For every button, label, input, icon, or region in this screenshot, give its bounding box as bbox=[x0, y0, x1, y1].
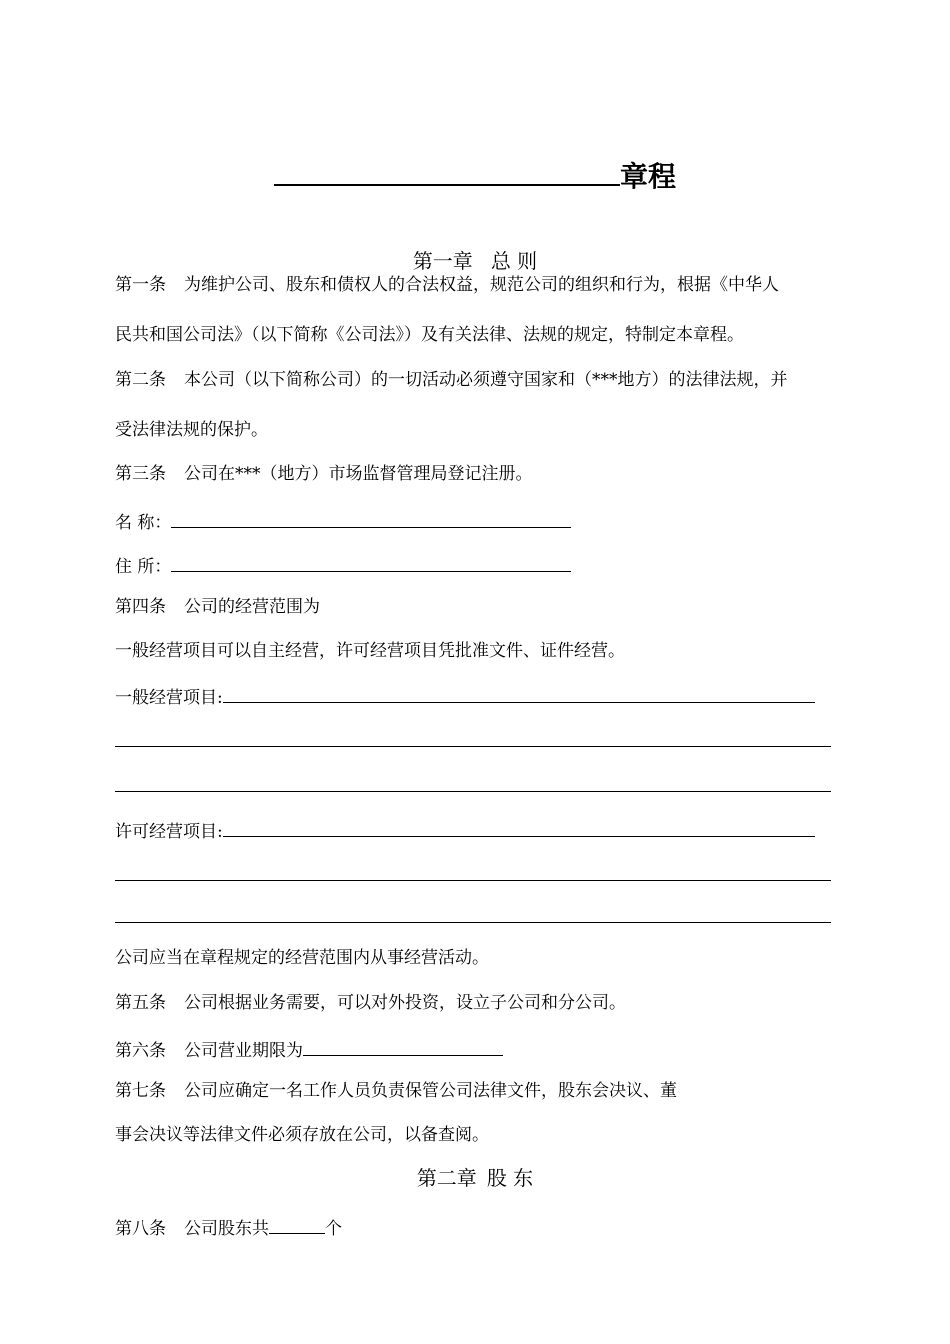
article-7-line-1 bbox=[115, 1079, 677, 1103]
permit-scope-blank-3[interactable] bbox=[115, 922, 831, 923]
article-7-number: 第七条 bbox=[115, 1081, 166, 1101]
article-6-number: 第六条 bbox=[115, 1041, 166, 1061]
article-4-note-text: 一般经营项目可以自主经营，许可经营项目凭批准文件、证件经营。 bbox=[115, 641, 625, 661]
title-suffix: 章程 bbox=[619, 160, 676, 193]
address-field-label: 住 所： bbox=[115, 557, 172, 577]
permit-scope-blank-2[interactable] bbox=[115, 880, 831, 881]
article-7-text-2: 事会决议等法律文件必须存放在公司，以备查阅。 bbox=[115, 1125, 489, 1145]
chapter-2-label: 第二章 bbox=[416, 1166, 477, 1190]
permit-scope-blank-1[interactable] bbox=[223, 816, 815, 837]
article-8-text: 公司股东共 bbox=[184, 1219, 269, 1239]
article-4-text: 公司的经营范围为 bbox=[184, 597, 320, 617]
name-field-blank[interactable] bbox=[171, 507, 571, 528]
article-8-unit: 个 bbox=[325, 1219, 342, 1239]
article-4-number: 第四条 bbox=[115, 597, 166, 617]
article-4-closing bbox=[115, 946, 489, 970]
permit-scope-label: 许可经营项目: bbox=[115, 822, 223, 842]
article-3-text: 公司在***（地方）市场监督管理局登记注册。 bbox=[184, 464, 533, 484]
article-2-line-1 bbox=[115, 368, 788, 392]
article-8 bbox=[115, 1213, 342, 1241]
shareholder-count-blank[interactable] bbox=[269, 1213, 325, 1234]
document-title bbox=[0, 150, 950, 198]
name-field-label: 名 称： bbox=[115, 513, 172, 533]
article-6 bbox=[115, 1035, 503, 1063]
article-4-closing-text: 公司应当在章程规定的经营范围内从事经营活动。 bbox=[115, 948, 489, 968]
chapter-1-heading bbox=[0, 247, 950, 275]
article-3-number: 第三条 bbox=[115, 464, 166, 484]
article-8-number: 第八条 bbox=[115, 1219, 166, 1239]
article-2-line-2 bbox=[115, 418, 268, 442]
chapter-1-label: 第一章 bbox=[412, 249, 473, 273]
article-1-text-1: 为维护公司、股东和债权人的合法权益，规范公司的组织和行为，根据《中华人 bbox=[184, 275, 779, 295]
article-1-number: 第一条 bbox=[115, 275, 166, 295]
address-field-blank[interactable] bbox=[171, 551, 571, 572]
article-4 bbox=[115, 595, 320, 619]
article-5 bbox=[115, 991, 626, 1015]
article-1-line-1 bbox=[115, 273, 779, 297]
permit-scope-row bbox=[115, 816, 815, 844]
article-5-text: 公司根据业务需要，可以对外投资，设立子公司和分公司。 bbox=[184, 993, 626, 1013]
chapter-2-name: 股 东 bbox=[486, 1166, 534, 1190]
chapter-2-heading bbox=[0, 1164, 950, 1192]
address-field-row bbox=[115, 551, 571, 579]
article-1-line-2 bbox=[115, 323, 744, 347]
article-2-text-1: 本公司（以下简称公司）的一切活动必须遵守国家和（***地方）的法律法规，并 bbox=[184, 370, 788, 390]
general-scope-blank-2[interactable] bbox=[115, 746, 831, 747]
general-scope-blank-3[interactable] bbox=[115, 791, 831, 792]
article-2-text-2: 受法律法规的保护。 bbox=[115, 420, 268, 440]
article-1-text-2: 民共和国公司法》（以下简称《公司法》）及有关法律、法规的规定，特制定本章程。 bbox=[115, 325, 744, 345]
general-scope-label: 一般经营项目: bbox=[115, 688, 223, 708]
article-6-text: 公司营业期限为 bbox=[184, 1041, 303, 1061]
article-7-text-1: 公司应确定一名工作人员负责保管公司法律文件，股东会决议、董 bbox=[184, 1081, 677, 1101]
article-7-line-2 bbox=[115, 1123, 489, 1147]
general-scope-row bbox=[115, 682, 815, 710]
chapter-1-name: 总 则 bbox=[490, 249, 538, 273]
name-field-row bbox=[115, 507, 571, 535]
business-term-blank[interactable] bbox=[303, 1035, 503, 1056]
article-5-number: 第五条 bbox=[115, 993, 166, 1013]
article-3 bbox=[115, 462, 533, 486]
article-2-number: 第二条 bbox=[115, 370, 166, 390]
article-4-note bbox=[115, 639, 625, 663]
company-name-blank[interactable] bbox=[274, 150, 620, 186]
general-scope-blank-1[interactable] bbox=[223, 682, 815, 703]
